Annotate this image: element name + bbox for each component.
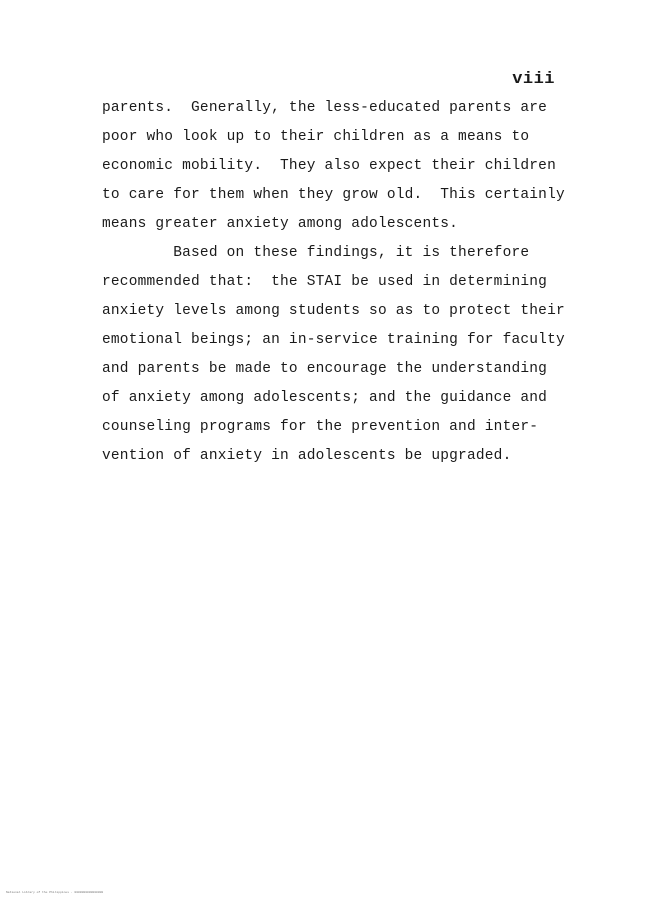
text-line: counseling programs for the prevention and inter- — [102, 419, 539, 435]
text-line: and parents be made to encourage the understanding — [102, 361, 548, 377]
text-line: Based on these findings, it is therefore — [102, 245, 530, 261]
scan-footer: National Library of the Philippines · 0000000000000000 — [6, 891, 104, 894]
body-text — [102, 94, 572, 471]
text-line: recommended that: the STAI be used in determining — [102, 274, 548, 290]
text-line: parents. Generally, the less-educated parents are — [102, 100, 548, 116]
page-number: viii — [512, 70, 555, 89]
text-line: of anxiety among adolescents; and the guidance and — [102, 390, 548, 406]
text-line: to care for them when they grow old. This certainly — [102, 187, 565, 203]
text-line: anxiety levels among students so as to protect their — [102, 303, 565, 319]
text-line: economic mobility. They also expect their children — [102, 158, 556, 174]
text-line: vention of anxiety in adolescents be upgraded. — [102, 448, 512, 464]
text-line: poor who look up to their children as a means to — [102, 129, 530, 145]
text-line: emotional beings; an in-service training for faculty — [102, 332, 565, 348]
text-line: means greater anxiety among adolescents. — [102, 216, 459, 232]
